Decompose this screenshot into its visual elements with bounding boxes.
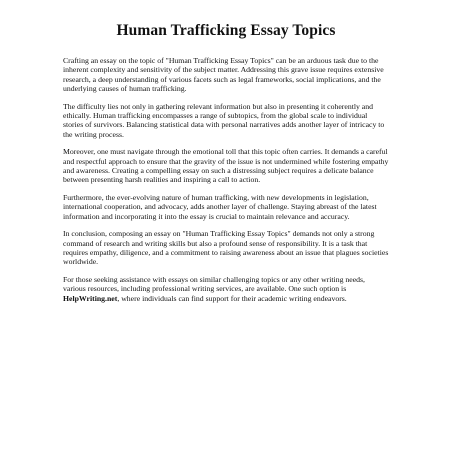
paragraph-closing [63, 275, 389, 303]
document-title: Human Trafficking Essay Topics [116, 22, 336, 39]
paragraph-intro: Crafting an essay on the topic of "Human Trafficking Essay Topics" can be an arduous task due to the inherent complexity and sensitivity of the subject matter. Addressing this grave issue requires extensive research, a deep understanding of various facets such as legal frameworks, social implications, and the underlying causes of human trafficking. [63, 56, 384, 94]
document-page [63, 22, 389, 311]
paragraph-conclusion: In conclusion, composing an essay on "Human Trafficking Essay Topics" demands not only a strong command of research and writing skills but also a profound sense of responsibility. It is a task that requires empathy, diligence, and a commitment to raising awareness about an issue that plagues societies worldwide. [63, 229, 389, 267]
paragraph-evolving-nature: Furthermore, the ever-evolving nature of human trafficking, with new developments in legislation, international cooperation, and advocacy, adds another layer of challenge. Staying abreast of the latest information and incorporating it into the essay is crucial to maintain relevance and accuracy. [63, 192, 377, 221]
paragraph-difficulty: The difficulty lies not only in gathering relevant information but also in presenting it coherently and ethically. Human trafficking encompasses a range of subtopics, from the global scale to individual stories of survivors. Balancing statistical data with personal narratives adds another layer of intricacy to the writing process. [63, 101, 385, 139]
closing-text-after: , where individuals can find support for their academic writing endeavors. [117, 293, 347, 303]
closing-text-before: For those seeking assistance with essays on similar challenging topics or any other writing needs, various resources, including professional writing services, are available. One such option is [63, 274, 365, 294]
paragraph-emotional-toll: Moreover, one must navigate through the emotional toll that this topic often carries. It demands a careful and respectful approach to ensure that the gravity of the issue is not undermined while fostering empathy and awareness. Creating a compelling essay on such a distressing subject requires a delicate balance between presenting harsh realities and inspiring a call to action. [63, 147, 389, 185]
brand-name: HelpWriting.net [63, 293, 118, 303]
